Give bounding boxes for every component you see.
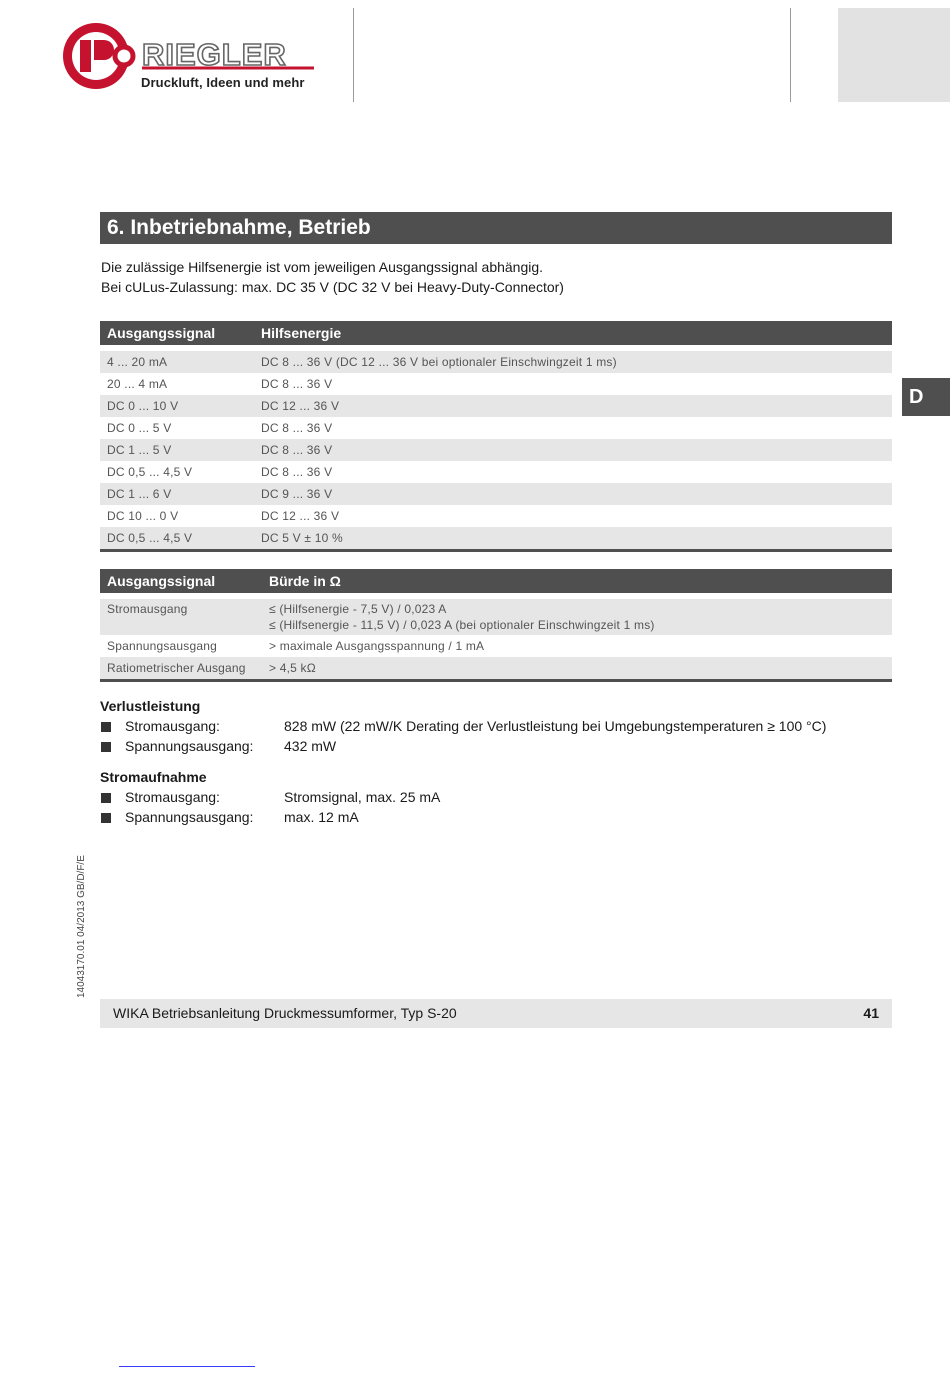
section-title: 6. Inbetriebnahme, Betrieb [100, 212, 892, 244]
cell-hilfsenergie: DC 8 ... 36 V [254, 439, 892, 461]
language-tab-d: D [902, 378, 950, 416]
table-row [100, 351, 892, 373]
table-row [100, 417, 892, 439]
cell-signal: 20 ... 4 mA [107, 377, 168, 391]
cell-signal: DC 0 ... 10 V [100, 395, 254, 417]
cell-signal: DC 1 ... 5 V [100, 439, 254, 461]
table-row [100, 395, 892, 417]
col-header-ausgangssignal: Ausgangssignal [100, 321, 254, 345]
page-number: 41 [863, 1005, 879, 1021]
square-bullet-icon [101, 722, 111, 732]
table-row [100, 527, 892, 551]
square-bullet-icon [101, 793, 111, 803]
cell-hilfsenergie: DC 5 V ± 10 % [254, 527, 892, 551]
table-row [100, 505, 892, 527]
svg-text:RIEGLER: RIEGLER [142, 37, 287, 72]
cell-hilfsenergie: DC 8 ... 36 V (DC 12 ... 36 V bei optionaler Einschwingzeit 1 ms) [254, 351, 892, 373]
square-bullet-icon [101, 742, 111, 752]
cell-hilfsenergie: DC 8 ... 36 V [261, 465, 333, 479]
list-item-value: Stromsignal, max. 25 mA [284, 789, 441, 805]
hilfsenergie-table [100, 321, 892, 552]
buerde-table [100, 569, 892, 682]
intro-line-1: Die zulässige Hilfsenergie ist vom jeweiligen Ausgangssignal abhängig. [101, 259, 544, 275]
header-divider-left [353, 8, 354, 102]
table-row [100, 635, 892, 657]
col-header-ausgangssignal: Ausgangssignal [100, 569, 262, 593]
table-row [100, 483, 892, 505]
header-divider-right [790, 8, 791, 102]
cell-signal: DC 0,5 ... 4,5 V [107, 465, 193, 479]
logo-tagline: Druckluft, Ideen und mehr [141, 75, 305, 90]
list-item-value: max. 12 mA [284, 809, 359, 825]
cell-hilfsenergie: DC 12 ... 36 V [261, 509, 340, 523]
table-row [100, 461, 892, 483]
list-item-label: Spannungsausgang: [125, 738, 254, 754]
list-item-value: 432 mW [284, 738, 337, 754]
cell-hilfsenergie: DC 8 ... 36 V [261, 377, 333, 391]
list-item-label: Stromausgang: [125, 718, 220, 734]
cell-hilfsenergie: DC 9 ... 36 V [254, 483, 892, 505]
header-corner-block [838, 8, 950, 102]
cell-signal: DC 10 ... 0 V [107, 509, 179, 523]
cell-hilfsenergie: DC 8 ... 36 V [261, 421, 333, 435]
table-header-row [100, 321, 892, 345]
cell-signal: DC 0 ... 5 V [107, 421, 172, 435]
col-header-buerde: Bürde in Ω [262, 569, 892, 593]
verlustleistung-heading: Verlustleistung [100, 698, 201, 714]
cell-signal: Spannungsausgang [107, 639, 217, 653]
cell-signal: Ratiometrischer Ausgang [100, 657, 262, 681]
footer-title: WIKA Betriebsanleitung Druckmessumformer, Typ S-20 [113, 1005, 457, 1021]
square-bullet-icon [101, 813, 111, 823]
cell-signal: DC 1 ... 6 V [100, 483, 254, 505]
list-item-label: Stromausgang: [125, 789, 220, 805]
intro-line-2: Bei cULus-Zulassung: max. DC 35 V (DC 32 V bei Heavy-Duty-Connector) [101, 279, 564, 295]
cell-buerde: > maximale Ausgangsspannung / 1 mA [269, 639, 485, 653]
list-item-label: Spannungsausgang: [125, 809, 254, 825]
cell-buerde: > 4,5 kΩ [262, 657, 892, 681]
link-underline[interactable] [119, 1366, 255, 1367]
stromaufnahme-heading: Stromaufnahme [100, 769, 207, 785]
cell-buerde-line: ≤ (Hilfsenergie - 7,5 V) / 0,023 A [269, 602, 447, 616]
cell-buerde-line: ≤ (Hilfsenergie - 11,5 V) / 0,023 A (bei optionaler Einschwingzeit 1 ms) [269, 618, 655, 632]
cell-signal: Stromausgang [100, 599, 262, 635]
cell-hilfsenergie: DC 12 ... 36 V [254, 395, 892, 417]
cell-signal: 4 ... 20 mA [100, 351, 254, 373]
col-header-hilfsenergie: Hilfsenergie [254, 321, 892, 345]
document-code: 14043170.01 04/2013 GB/D/F/E [76, 855, 87, 998]
page-footer [100, 999, 892, 1028]
table-row [100, 439, 892, 461]
list-item-value: 828 mW (22 mW/K Derating der Verlustleistung bei Umgebungstemperaturen ≥ 100 °C) [284, 718, 827, 734]
cell-signal: DC 0,5 ... 4,5 V [100, 527, 254, 551]
table-row [100, 657, 892, 681]
table-header-row [100, 569, 892, 593]
table-row [100, 599, 892, 635]
table-row [100, 373, 892, 395]
